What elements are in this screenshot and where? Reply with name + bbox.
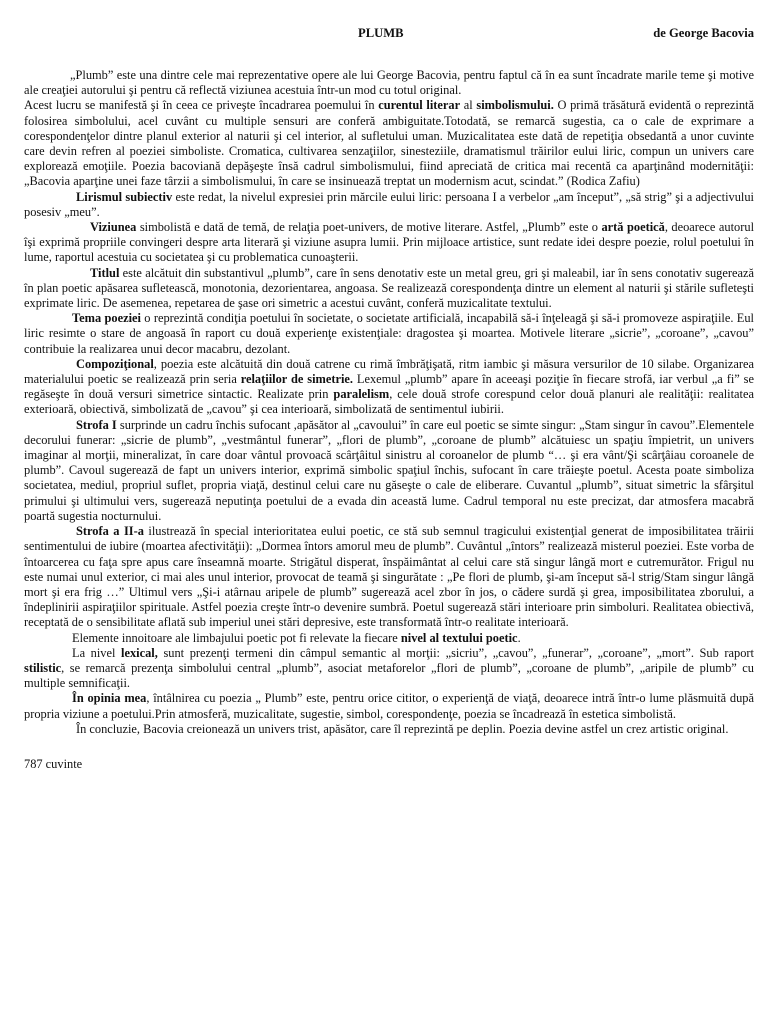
bold-term: Viziunea bbox=[90, 220, 137, 235]
bold-term: Tema poeziei bbox=[72, 311, 141, 326]
document-header bbox=[24, 26, 754, 44]
paragraph-intro bbox=[24, 68, 754, 98]
bold-term: Lirismul subiectiv bbox=[76, 189, 173, 204]
bold-term: paralelism bbox=[333, 387, 390, 402]
bold-term: În opinia mea bbox=[72, 691, 147, 706]
bold-term: stilistic bbox=[24, 660, 62, 675]
paragraph-titlul bbox=[24, 266, 754, 312]
text-span: , cele două strofe corespund celor două planuri ale realităţii: realitatea exterioară, obiectivă, simbolizată de „cavou” şi cea interioară, simbolizată de sentimentul iubirii. bbox=[24, 387, 754, 417]
document-title: PLUMB bbox=[358, 26, 404, 40]
bold-term: curentul literar bbox=[378, 98, 461, 113]
paragraph-concluzie bbox=[24, 722, 754, 737]
document-page bbox=[24, 26, 754, 772]
paragraph-lexical bbox=[24, 646, 754, 692]
text-span: surprinde un cadru închis sufocant ,apăsător al „cavoului” în care eul poetic se simte singur: „Stam singur în cavou”.Elementele decorului funerar: „sicrie de plumb”, „vestmântul funerar”, „flori de plumb”, „coroane de plumb” alcătuiesc un spaţiu împietrit, un univers imaginar al morţii, mineralizat, în care doar vântul provoacă scârţâitul sinistru al coroanelor de plumb “… şi era vânt/Şi scârţâiau coroanele de plumb”. Cavoul sugerează de fapt un univers interior, exprimă simbolic spaţiul închis, sufocant în care trăieşte poetul. Acesta poate simboliza societatea, mediul, propriul suflet, propria viaţă, destinul celui care nu găseşte o cale de eliberare. Cuvantul „plumb”, situat simetric la sfârşitul primului şi ultimului vers, sugerează neputinţa poetului de a evada din această lume. Cadrul temporal nu este precizat, dar atmosfera macabră poartă sugestia nocturnului. bbox=[24, 417, 754, 523]
text-span: Elemente innoitoare ale limbajului poetic pot fi relevate la fiecare bbox=[72, 630, 401, 645]
bold-term: nivel al textului poetic bbox=[400, 630, 518, 645]
text-span: , poezia este alcătuită din două catrene cu rimă îmbrăţişată, ritm iambic şi măsura versurilor de 10 silabe. Organizarea materialului poetic se realizează prin seria bbox=[24, 356, 754, 387]
paragraph-elemente bbox=[24, 631, 754, 646]
text-span: este alcătuit din substantivul „plumb”, care în sens denotativ este un metal greu, gri şi maleabil, iar în sens conotativ sugerează în plan poetic apăsarea sufletească, monotonia, dezorientarea, angoasa. Se realizează corespondenţa dintre un element al naturii şi stările sufleteşti exprimate liric. De asemenea, repetarea de şase ori simetric a acestui cuvânt, conferă muzicalitate textului. bbox=[24, 265, 754, 311]
text-span: În concluzie, Bacovia creionează un univers trist, apăsător, care îl reprezintă pe deplin. Poezia devine astfel un crez artistic original. bbox=[76, 721, 729, 736]
bold-term: lexical, bbox=[121, 645, 158, 660]
text-span: O primă trăsătură evidentă o reprezintă folosirea simbolului, acel cuvânt cu multiple sensuri are conferă ambiguitate.Totodată, se remarcă sugestia, ca o cale de exprimare a corespondenţelor dintre planul exterior al naturii şi cel interior, al sufletului uman. Muzicalitatea este dată de repetiţia obsedantă a unor cuvinte care devin refren al poeziei simboliste. Cromatica, cultivarea senzaţiilor, sinesteziile, dramatismul trăirilor eului liric, compun un univers care explorează emoţiile. Poezia bacoviană depăşeşte însă cadrul simbolismului, fiind apreciată de critica mai recentă ca aparţinând modernităţii: „Bacovia aparţine unei faze târzii a simbolismului, în care se insinuează treptat un modernism acut, scindat.” (Rodica Zafiu) bbox=[24, 98, 754, 189]
text-span: , se remarcă prezenţa simbolului central „plumb”, asociat metaforelor „flori de plumb”, „coroane de plumb”, „aripile de plumb” cu multiple semnificaţii. bbox=[24, 660, 754, 691]
paragraph-tema bbox=[24, 311, 754, 357]
text-span: Acest lucru se manifestă şi în ceea ce priveşte încadrarea poemului în bbox=[24, 98, 379, 113]
text-span: Lexemul „plumb” apare în aceeaşi poziţie în fiecare strofă, iar verbul „a fi” se regăseşte în două versuri simetrice sintactic. Realizate prin bbox=[24, 372, 754, 402]
paragraph-viziune bbox=[24, 220, 754, 266]
bold-term: simbolismului. bbox=[476, 98, 554, 113]
bold-term: Compoziţional bbox=[76, 356, 154, 371]
paragraph-strofa-2 bbox=[24, 524, 754, 630]
paragraph-compozitional bbox=[24, 357, 754, 418]
text-span: , deoarece autorul îşi exprimă propriile convingeri despre arta literară şi viziune asupra lumii. Prin mijloace artistice, sunt redate idei despre poezie, rolul poetului în lume, raportul acestuia cu societatea şi cu problematica cunoaşterii. bbox=[24, 220, 755, 265]
paragraph-lirism bbox=[24, 190, 754, 220]
text-span: sunt prezenţi termeni din câmpul semantic al morţii: „sicriu”, „cavou”, „funerar”, „coroane”, „mort”. Sub raport bbox=[157, 645, 754, 660]
text-span: o reprezintă condiţia poetului în societate, o societate artificială, incapabilă să-i înţeleagă şi să-i promoveze aspiraţiile. Eul liric resimte o stare de angoasă în raport cu două experienţe existenţiale: dragostea şi moartea. Motivele literare „sicrie”, „coroane”, „cavou” contribuie la realizarea unui decor macabru, dezolant. bbox=[24, 311, 754, 356]
text-span: „Plumb” este una dintre cele mai reprezentative opere ale lui George Bacovia, pentru faptul că în ea sunt încadrate marile teme şi motive ale creaţiei autorului şi pentru că reflectă viziunea acestuia într-un mod cu totul original. bbox=[24, 68, 754, 98]
document-body bbox=[24, 68, 754, 772]
text-span: este redat, la nivelul expresiei prin mărcile eului liric: persoana I a verbelor „am început”, „să strig” şi a adjectivului posesiv „meu”. bbox=[24, 189, 754, 219]
bold-term: Titlul bbox=[90, 265, 120, 280]
bold-term: Strofa I bbox=[76, 417, 117, 432]
word-count: 787 cuvinte bbox=[24, 756, 83, 771]
paragraph-opinie bbox=[24, 691, 754, 721]
bold-term: relaţiilor de simetrie. bbox=[240, 372, 353, 387]
paragraph-strofa-1 bbox=[24, 418, 754, 524]
bold-term: Strofa a II-a bbox=[76, 524, 144, 539]
text-span: ilustrează în special interioritatea eului poetic, ce stă sub semnul tragicului existenţial generat de imposibilitatea trăirii sentimentului de iubire (moartea afectivităţii): „Dormea întors amorul meu de plumb”. Cuvântul „întors” realizează misterul poeziei. Este vorba de întoarcerea cu faţa spre apus care înseamnă moarte. Strigătul disperat, înspăimântat al celui care stă singur lângă mort e cutremurător. Frigul nu este numai unul exterior, ci mai ales unul interior, provocat de teamă şi singurătate : „Pe flori de plumb, şi-am început să-l strig/Stam singur lângă mort şi era frig …” Ultimul vers „Şi-i atârnau aripele de plumb” sugerează acel zbor în jos, o cădere surdă şi grea, imposibilitatea zborului, a îndeplinirii aspiraţiilor spirituale. Astfel poezia creşte într-o devenire sumbră. Poetul sugerează stări interioare prin simboluri. Realitatea obiectivă, receptată de o sensibilitate aflată sub imperiul unei stări depresive, este transformată într-o realitate interioară. bbox=[24, 524, 754, 630]
bold-term: artă poetică bbox=[601, 220, 665, 235]
text-span: La nivel bbox=[72, 645, 122, 660]
document-author: de George Bacovia bbox=[653, 26, 754, 40]
text-span: simbolistă e dată de temă, de relaţia poet-univers, de motive literare. Astfel, „Plumb” este o bbox=[136, 220, 602, 235]
paragraph-curent-literar bbox=[24, 98, 754, 189]
text-span: . bbox=[517, 630, 521, 645]
text-span: al bbox=[460, 98, 477, 113]
text-span: , întâlnirea cu poezia „ Plumb” este, pentru orice cititor, o experienţă de viaţă, deoarece intră într-o lume plăsmuită după propria viziune a poetului.Prin atmosferă, muzicalitate, sugestie, simbol, corespondenţe, poezia se încadrează în estetica simbolistă. bbox=[24, 691, 754, 721]
